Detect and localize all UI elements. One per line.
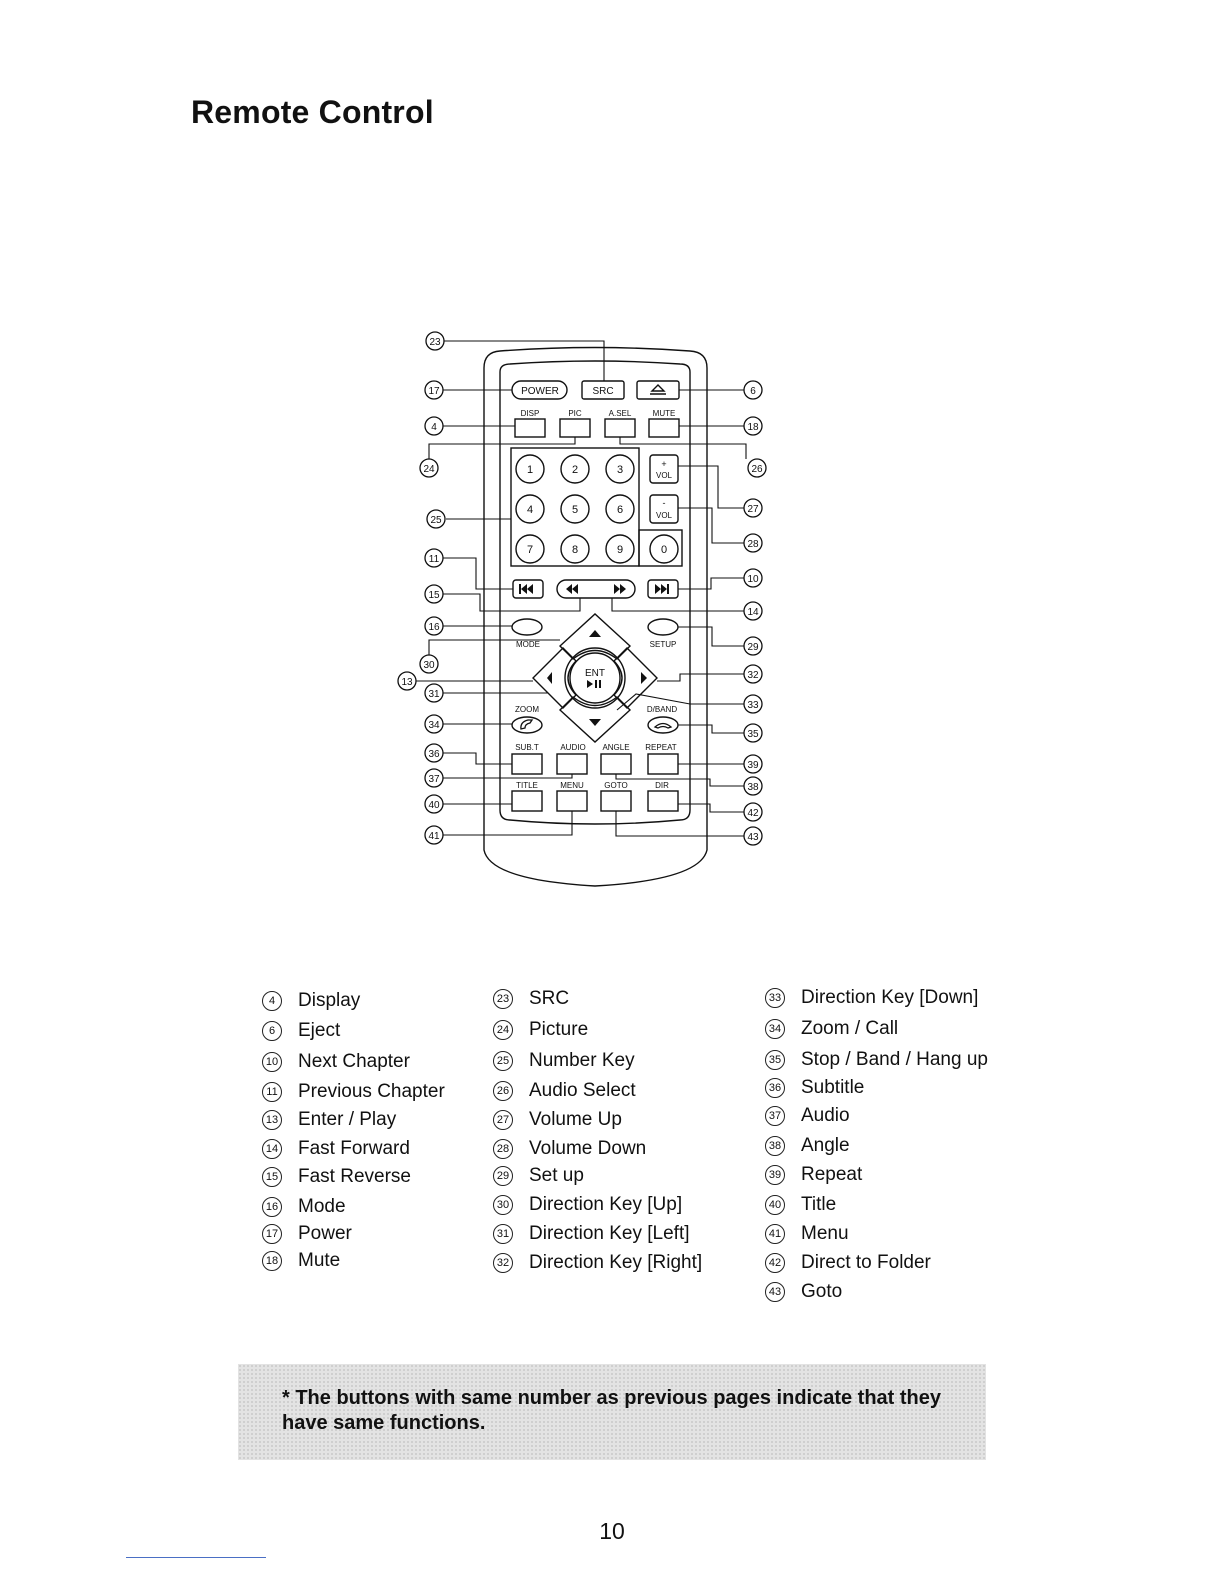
note-text: * The buttons with same number as previous pages indicate that they have same functions.: [282, 1387, 942, 1434]
legend-number-badge: 40: [765, 1195, 785, 1215]
prev-chapter-icon: [519, 584, 533, 594]
legend-item: [493, 1019, 588, 1041]
legend-item: [262, 1081, 445, 1103]
digit-5-label: 5: [571, 504, 579, 516]
legend-label: Set up: [529, 1165, 584, 1186]
eject-icon: [650, 385, 666, 394]
zoom-label: ZOOM: [515, 705, 539, 714]
mode-button: [512, 619, 542, 635]
digit-2-label: 2: [571, 464, 579, 476]
call-icon: [521, 720, 532, 729]
mute-label: MUTE: [652, 409, 676, 418]
callout-14-number: 14: [747, 607, 759, 618]
hangup-icon: [655, 724, 671, 729]
leader-14: [612, 598, 744, 611]
legend-item: [262, 1109, 396, 1131]
callout-18-number: 18: [747, 422, 759, 433]
legend-number-badge: 15: [262, 1167, 282, 1187]
legend-number-badge: 18: [262, 1251, 282, 1271]
legend-number-badge: 42: [765, 1253, 785, 1273]
legend-item: [262, 1223, 352, 1245]
dir-label: DIR: [655, 781, 669, 790]
legend-label: Subtitle: [801, 1077, 865, 1098]
legend-number-badge: 43: [765, 1282, 785, 1302]
ent-label: ENT: [585, 668, 605, 679]
legend-number-badge: 10: [262, 1052, 282, 1072]
legend-item: [262, 1051, 410, 1073]
fast-forward-icon: [614, 584, 626, 594]
legend-label: Enter / Play: [298, 1109, 397, 1130]
leader-38: [616, 774, 744, 786]
leader-37: [443, 774, 572, 778]
legend-number-badge: 35: [765, 1050, 785, 1070]
leader-42: [678, 804, 744, 812]
rewind-icon: [566, 584, 578, 594]
legend-number-badge: 28: [493, 1139, 513, 1159]
callout-32-number: 32: [747, 670, 759, 681]
disp-label: DISP: [520, 409, 540, 418]
legend-number-badge: 33: [765, 988, 785, 1008]
legend-item: [765, 1281, 842, 1303]
legend-label: Direct to Folder: [801, 1252, 931, 1273]
mute-button: [649, 419, 679, 437]
legend-label: Direction Key [Down]: [801, 987, 979, 1008]
legend-label: Zoom / Call: [801, 1018, 899, 1039]
callout-15-number: 15: [428, 590, 440, 601]
legend-label: Audio: [801, 1105, 850, 1126]
legend-label: Picture: [529, 1019, 589, 1040]
legend-number-badge: 23: [493, 989, 513, 1009]
legend-label: Title: [801, 1194, 837, 1215]
goto-label: GOTO: [604, 781, 628, 790]
legend-item: [765, 1135, 850, 1157]
legend-label: Power: [298, 1223, 352, 1244]
legend-item: [493, 1223, 690, 1245]
callout-6-number: 6: [750, 386, 756, 397]
remote-body-outline: [484, 348, 707, 887]
callout-30-number: 30: [423, 660, 435, 671]
callout-29-number: 29: [747, 642, 759, 653]
legend-number-badge: 31: [493, 1224, 513, 1244]
leader-35: [678, 725, 744, 733]
callout-13-number: 13: [401, 677, 413, 688]
arrow-down-icon: [589, 719, 601, 726]
legend-number-badge: 36: [765, 1078, 785, 1098]
digit-6-label: 6: [616, 504, 624, 516]
legend-number-badge: 16: [262, 1197, 282, 1217]
legend-label: Volume Up: [529, 1109, 622, 1130]
legend-label: Angle: [801, 1135, 850, 1156]
pic-label: PIC: [568, 409, 582, 418]
legend-number-badge: 13: [262, 1110, 282, 1130]
legend-number-badge: 25: [493, 1051, 513, 1071]
vol-plus-sign: +: [661, 459, 667, 469]
legend-number-badge: 27: [493, 1110, 513, 1130]
next-chapter-icon: [655, 584, 669, 594]
callout-24-number: 24: [423, 464, 435, 475]
legend-item: [493, 1252, 702, 1274]
legend-number-badge: 39: [765, 1165, 785, 1185]
menu-label: MENU: [560, 781, 584, 790]
vol-minus-sign: -: [662, 498, 666, 508]
legend-item: [262, 1166, 411, 1188]
leader-11: [443, 558, 513, 589]
callout-36-number: 36: [428, 749, 440, 760]
callout-37-number: 37: [428, 774, 440, 785]
disp-button: [515, 419, 545, 437]
leader-32: [657, 674, 744, 681]
power-label: POWER: [521, 386, 559, 397]
callout-25-number: 25: [430, 515, 442, 526]
legend-number-badge: 17: [262, 1224, 282, 1244]
title-button: [512, 791, 542, 811]
title-key-label: TITLE: [516, 781, 538, 790]
repeat-button: [648, 754, 678, 774]
digit-8-label: 8: [571, 544, 579, 556]
legend-item: [765, 1077, 864, 1099]
callout-35-number: 35: [747, 729, 759, 740]
legend-item: [262, 1250, 340, 1272]
asel-label: A.SEL: [608, 409, 632, 418]
arrow-up-icon: [589, 630, 601, 637]
leader-15: [443, 594, 580, 611]
audio-label: AUDIO: [560, 743, 586, 752]
leader-28: [678, 508, 744, 543]
digit-3-label: 3: [616, 464, 624, 476]
legend-label: Next Chapter: [298, 1051, 410, 1072]
legend-label: Fast Forward: [298, 1138, 410, 1159]
dir-button: [648, 791, 678, 811]
legend-label: Repeat: [801, 1164, 863, 1185]
play-pause-icon: [587, 680, 601, 688]
callout-41-number: 41: [428, 831, 440, 842]
legend-item: [262, 1138, 410, 1160]
legend-label: Eject: [298, 1020, 341, 1041]
legend-label: Display: [298, 990, 361, 1011]
digit-4-label: 4: [526, 504, 534, 516]
eject-button: [637, 381, 679, 399]
legend-number-badge: 29: [493, 1166, 513, 1186]
callout-31-number: 31: [428, 689, 440, 700]
callout-26-number: 26: [751, 464, 763, 475]
legend-item: [765, 1105, 850, 1127]
digit-9-label: 9: [616, 544, 624, 556]
leader-33: [617, 694, 744, 710]
setup-label: SETUP: [649, 640, 677, 649]
legend-item: [493, 1165, 584, 1187]
legend-item: [765, 1194, 836, 1216]
legend-label: Goto: [801, 1281, 843, 1302]
legend-number-badge: 37: [765, 1106, 785, 1126]
arrow-right-icon: [641, 672, 647, 684]
legend-item: [493, 1109, 622, 1131]
legend-number-badge: 26: [493, 1081, 513, 1101]
footer-rule: [126, 1557, 266, 1558]
legend-item: [493, 1080, 636, 1102]
legend-number-badge: 11: [262, 1082, 282, 1102]
legend-item: [493, 988, 569, 1010]
angle-label: ANGLE: [602, 743, 630, 752]
legend-number-badge: 41: [765, 1224, 785, 1244]
page-title: Remote Control: [191, 94, 434, 130]
digit-7-label: 7: [526, 544, 534, 556]
callout-39-number: 39: [747, 760, 759, 771]
band-label: D/BAND: [646, 705, 678, 714]
pic-button: [560, 419, 590, 437]
legend-number-badge: 38: [765, 1136, 785, 1156]
leader-36: [443, 753, 512, 764]
src-label: SRC: [592, 386, 614, 397]
legend-item: [765, 1049, 988, 1071]
legend-label: Number Key: [529, 1050, 635, 1071]
legend-number-badge: 24: [493, 1020, 513, 1040]
legend-item: [262, 1196, 346, 1218]
legend-label: Direction Key [Left]: [529, 1223, 690, 1244]
vol-down-label: VOL: [655, 511, 673, 520]
subt-label: SUB.T: [515, 743, 539, 752]
legend-number-badge: 6: [262, 1021, 282, 1041]
leader-10: [678, 578, 744, 589]
legend-item: [262, 1020, 340, 1042]
legend-item: [765, 1018, 898, 1040]
mode-label: MODE: [516, 640, 540, 649]
asel-button: [605, 419, 635, 437]
legend-number-badge: 4: [262, 991, 282, 1011]
legend-item: [765, 1223, 849, 1245]
callout-33-number: 33: [747, 700, 759, 711]
leader-30: [429, 640, 560, 655]
legend-item: [493, 1050, 635, 1072]
zoom-call-button: [512, 717, 542, 733]
legend-item: [493, 1138, 646, 1160]
goto-button: [601, 791, 631, 811]
legend-item: [262, 990, 360, 1012]
legend-item: [765, 1164, 862, 1186]
legend-label: Direction Key [Up]: [529, 1194, 683, 1215]
callout-27-number: 27: [747, 504, 759, 515]
legend-number-badge: 34: [765, 1019, 785, 1039]
callout-40-number: 40: [428, 800, 440, 811]
legend-label: Previous Chapter: [298, 1081, 445, 1102]
menu-button: [557, 791, 587, 811]
callout-34-number: 34: [428, 720, 440, 731]
legend-label: SRC: [529, 988, 570, 1009]
repeat-label: REPEAT: [645, 743, 677, 752]
vol-up-label: VOL: [655, 471, 673, 480]
callout-23-number: 23: [429, 337, 441, 348]
callout-16-number: 16: [428, 622, 440, 633]
legend-label: Stop / Band / Hang up: [801, 1049, 988, 1070]
legend-label: Fast Reverse: [298, 1166, 411, 1187]
callout-43-number: 43: [747, 832, 759, 843]
callout-4-number: 4: [431, 422, 437, 433]
note-box: [238, 1364, 986, 1460]
legend-label: Menu: [801, 1223, 849, 1244]
legend-item: [493, 1194, 682, 1216]
callout-38-number: 38: [747, 782, 759, 793]
legend-item: [765, 1252, 931, 1274]
callout-10-number: 10: [747, 574, 759, 585]
audio-button: [557, 754, 587, 774]
legend-number-badge: 14: [262, 1139, 282, 1159]
arrow-left-icon: [547, 672, 552, 684]
legend-label: Audio Select: [529, 1080, 636, 1101]
leader-27: [678, 466, 744, 508]
legend-label: Volume Down: [529, 1138, 647, 1159]
page-number: 10: [599, 1518, 625, 1544]
legend-number-badge: 32: [493, 1253, 513, 1273]
legend-item: [765, 987, 978, 1009]
digit-1-label: 1: [526, 464, 534, 476]
callout-42-number: 42: [747, 808, 759, 819]
callout-28-number: 28: [747, 539, 759, 550]
subt-button: [512, 754, 542, 774]
angle-button: [601, 754, 631, 774]
legend-label: Direction Key [Right]: [529, 1252, 703, 1273]
legend-number-badge: 30: [493, 1195, 513, 1215]
legend-label: Mute: [298, 1250, 341, 1271]
leader-29: [678, 627, 744, 646]
setup-button: [648, 619, 678, 635]
callout-17-number: 17: [428, 386, 440, 397]
band-hangup-button: [648, 717, 678, 733]
digit-0-label: 0: [660, 544, 668, 556]
legend-label: Mode: [298, 1196, 346, 1217]
callout-11-number: 11: [428, 554, 440, 565]
